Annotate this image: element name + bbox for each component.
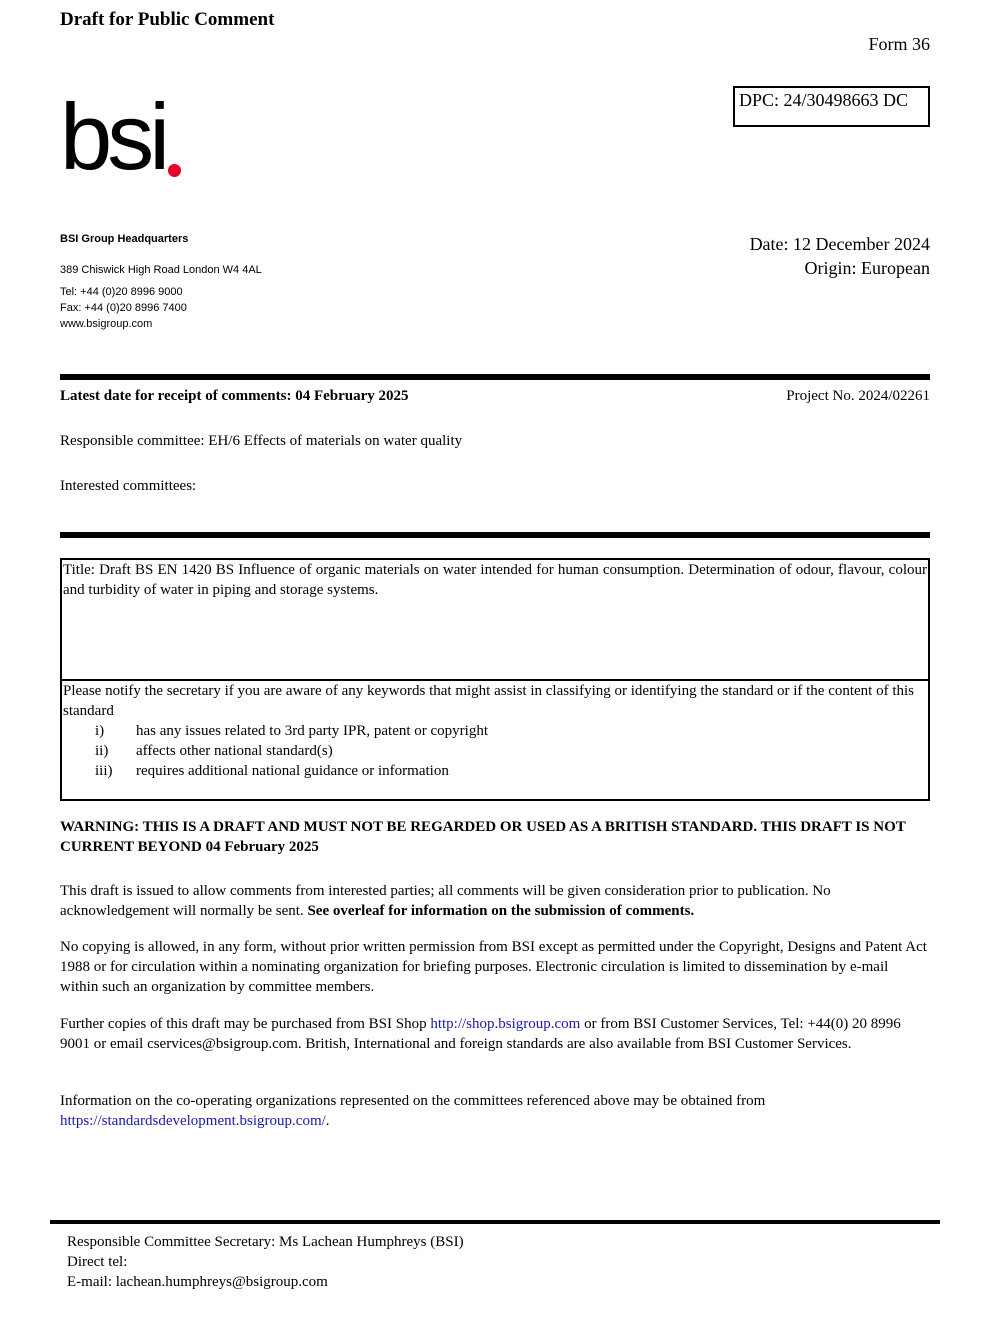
website: www.bsigroup.com [60,318,153,330]
list-item-number: i) [95,723,105,739]
logo-dot [168,164,181,177]
standard-title: Title: Draft BS EN 1420 BS Influence of organic materials on water intended for human consumption. Determination of odour, flavour, colour and turbidity of water in piping and storage systems. [63,562,927,598]
title-box [60,558,930,681]
organizations-text: Information on the co-operating organizations represented on the committees referenced above may be obtained from [60,1093,766,1109]
list-item-text: has any issues related to 3rd party IPR, patent or copyright [136,723,489,739]
bsi-shop-link[interactable]: http://shop.bsigroup.com [430,1016,581,1032]
issue-notice-text: This draft is issued to allow comments from interested parties; all comments will be given consideration prior to publication. No acknowledgement will normally be sent. [60,883,831,919]
dpc-reference-box [733,86,930,127]
list-item [63,721,927,741]
list-item [63,741,927,761]
bsi-logo [60,82,165,192]
copies-text-a: Further copies of this draft may be purchased from BSI Shop [60,1016,431,1032]
tel-number: Tel: +44 (0)20 8996 9000 [60,286,183,298]
draft-warning: WARNING: THIS IS A DRAFT AND MUST NOT BE REGARDED OR USED AS A BRITISH STANDARD. THIS DRAFT IS NOT CURRENT BEYOND 04 February 2025 [60,819,906,855]
project-number: Project No. 2024/02261 [786,388,930,404]
paragraph-further-copies [60,1014,930,1054]
list-item [63,761,927,781]
divider-footer [50,1220,940,1224]
origin: Origin: European [804,258,930,278]
direct-tel: Direct tel: [67,1254,128,1270]
logo-text: bsi [60,84,166,189]
divider-top [60,374,930,380]
list-item-text: requires additional national guidance or information [136,763,449,779]
divider-middle [60,532,930,538]
standards-development-link[interactable]: https://standardsdevelopment.bsigroup.com/ [60,1113,326,1129]
paragraph-issue-notice [60,881,930,921]
paragraph-copyright: No copying is allowed, in any form, without prior written permission from BSI except as permitted under the Copyright, Designs and Patent Act 1988 or for circulation within a nominating organization for briefing purposes. Electronic circulation is limited to dissemination by e-mail within such an organization by committee members. [60,939,927,995]
footer-contact [67,1232,464,1292]
street-address: 389 Chiswick High Road London W4 4AL [60,264,262,276]
notify-box [60,679,930,801]
list-item-text: affects other national standard(s) [136,743,333,759]
draft-label: Draft for Public Comment [60,9,275,30]
overleaf-notice: See overleaf for information on the submission of comments. [307,903,695,919]
notify-intro: Please notify the secretary if you are aware of any keywords that might assist in classifying or identifying the standard or if the content of this standard [63,683,915,719]
fax-number: Fax: +44 (0)20 8996 7400 [60,302,187,314]
organizations-text-end: . [325,1113,330,1129]
list-item-number: ii) [95,743,109,759]
paragraph-organizations [60,1091,930,1131]
form-label: Form 36 [868,34,930,54]
copies-text-b: or from BSI Customer Services, Tel: +44(0) 20 8996 9001 or email cservices@bsigroup.com. British, International and foreign standards are also available from BSI Customer Services. [60,1016,901,1052]
comments-deadline: Latest date for receipt of comments: 04 February 2025 [60,388,409,404]
committee-secretary: Responsible Committee Secretary: Ms Lachean Humphreys (BSI) [67,1234,464,1250]
responsible-committee: Responsible committee: EH/6 Effects of materials on water quality [60,433,463,449]
list-item-number: iii) [95,763,113,779]
org-name: BSI Group Headquarters [60,233,189,245]
secretary-email: E-mail: lachean.humphreys@bsigroup.com [67,1274,328,1290]
issue-date: Date: 12 December 2024 [749,234,930,254]
interested-committees: Interested committees: [60,478,197,494]
dpc-reference: DPC: 24/30498663 DC [739,90,909,110]
